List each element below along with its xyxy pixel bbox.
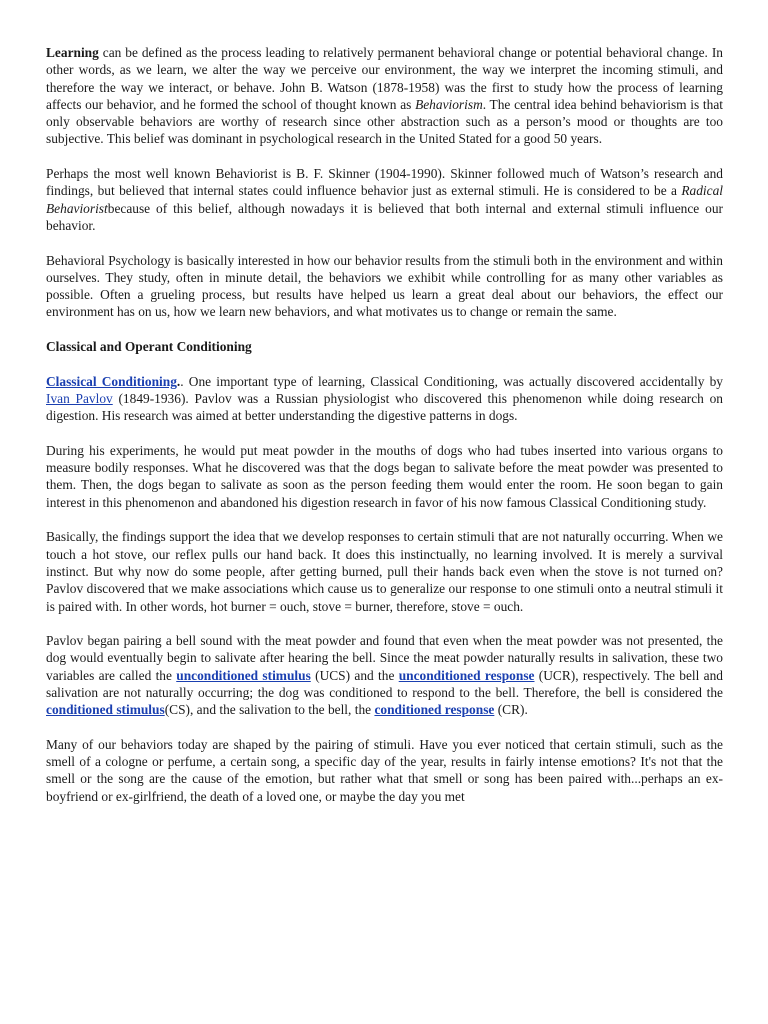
ivan-pavlov-link[interactable]: Ivan Pavlov bbox=[46, 390, 113, 406]
section-heading: Classical and Operant Conditioning bbox=[46, 339, 252, 355]
period: . bbox=[176, 373, 181, 389]
experiments-paragraph: During his experiments, he would put meat powder in the mouths of dogs who had tubes inserted into various organs to measure bodily responses. What he discovered was that the dogs began to salivate before the meat powder was presented to them. Then, the dogs began to salivate as soon as the person feeding them would enter the room. He soon began to gain interest in this phenomenon and abandoned his digestion research in favor of his now famous Classical Conditioning study. bbox=[46, 442, 723, 510]
unconditioned-response-link[interactable]: unconditioned response bbox=[398, 667, 535, 683]
pairing-paragraph: Many of our behaviors today are shaped by the pairing of stimuli. Have you ever noticed that certain stimuli, such as the smell of a cologne or perfume, a certain song, a specific day of the year, results in fairly intense emotions? It's not that the smell or the song are the cause of the emotion, but rather what that smell or song has been paired with...perhaps an ex-boyfriend or ex-girlfriend, the death of a loved one, or maybe the day you met bbox=[46, 736, 723, 804]
conditioned-response-link[interactable]: conditioned response bbox=[374, 702, 495, 718]
bell-paragraph: Pavlov began pairing a bell sound with the meat powder and found that even when the meat powder was not presented, the dog would eventually begin to salivate after hearing the bell. Since the meat powder naturally results in salivation, these two variables are called the unconditioned stimulus (UCS) and the unconditioned response (UCR), respectively. The bell and salivation are not naturally occurring; the dog was conditioned to respond to the bell. Therefore, the bell is considered the conditioned stimulus(CS), and the salivation to the bell, the conditioned response (CR). bbox=[46, 633, 723, 718]
behaviorism-term: Behaviorism bbox=[415, 96, 483, 112]
learning-term: Learning bbox=[46, 45, 99, 60]
conditioned-stimulus-link[interactable]: conditioned stimulus bbox=[46, 702, 165, 718]
radical-behaviorist-term: Radical Behaviorist bbox=[46, 183, 723, 216]
findings-paragraph: Basically, the findings support the idea that we develop responses to certain stimuli that are not naturally occurring. When we touch a hot stove, our reflex pulls our hand back. It does this instinctually, no learning involved. It is merely a survival instinct. But why now do some people, after getting burned, pull their hands back even when the stove is not turned on? Pavlov discovered that we make associations which cause us to generalize our response to one stimuli onto a neutral stimuli it is paired with. In other words, hot burner = ouch, stove = burner, therefore, stove = ouch. bbox=[46, 529, 723, 614]
document-page bbox=[46, 44, 723, 822]
classical-conditioning-link[interactable]: Classical Conditioning bbox=[46, 373, 177, 389]
classical-conditioning-paragraph: Classical Conditioning.. One important type of learning, Classical Conditioning, was actually discovered accidentally by Ivan Pavlov (1849-1936). Pavlov was a Russian physiologist who discovered this phenomenon while doing research on digestion. His research was aimed at better understanding the digestive patterns in dogs. bbox=[46, 373, 723, 424]
intro-paragraph-3: Behavioral Psychology is basically interested in how our behavior results from the stimuli both in the environment and within ourselves. They study, often in minute detail, the behaviors we exhibit while controlling for as many other variables as possible. Often a grueling process, but results have helped us learn a great deal about our behaviors, the effect our environment has on us, how we learn new behaviors, and what motivates us to change or remain the same. bbox=[46, 252, 723, 320]
unconditioned-stimulus-link[interactable]: unconditioned stimulus bbox=[176, 667, 311, 683]
intro-paragraph-2: Perhaps the most well known Behaviorist is B. F. Skinner (1904-1990). Skinner followed much of Watson’s research and findings, but believed that internal states could influence behavior just as external stimuli. He is considered to be a Radical Behavioristbecause of this belief, although nowadays it is believed that both internal and external stimuli influence our behavior. bbox=[46, 166, 723, 233]
intro-paragraph-1: Learning can be defined as the process leading to relatively permanent behavioral change or potential behavioral change. In other words, as we learn, we alter the way we perceive our environment, the way we interpret the incoming stimuli, and therefore the way we interact, or behave. John B. Watson (1878-1958) was the first to study how the process of learning affects our behavior, and he formed the school of thought known as Behaviorism. The central idea behind behaviorism is that only observable behaviors are worthy of research since other abstraction such as a person’s mood or thoughts are too subjective. This belief was dominant in psychological research in the United Stated for a good 50 years. bbox=[46, 45, 723, 147]
